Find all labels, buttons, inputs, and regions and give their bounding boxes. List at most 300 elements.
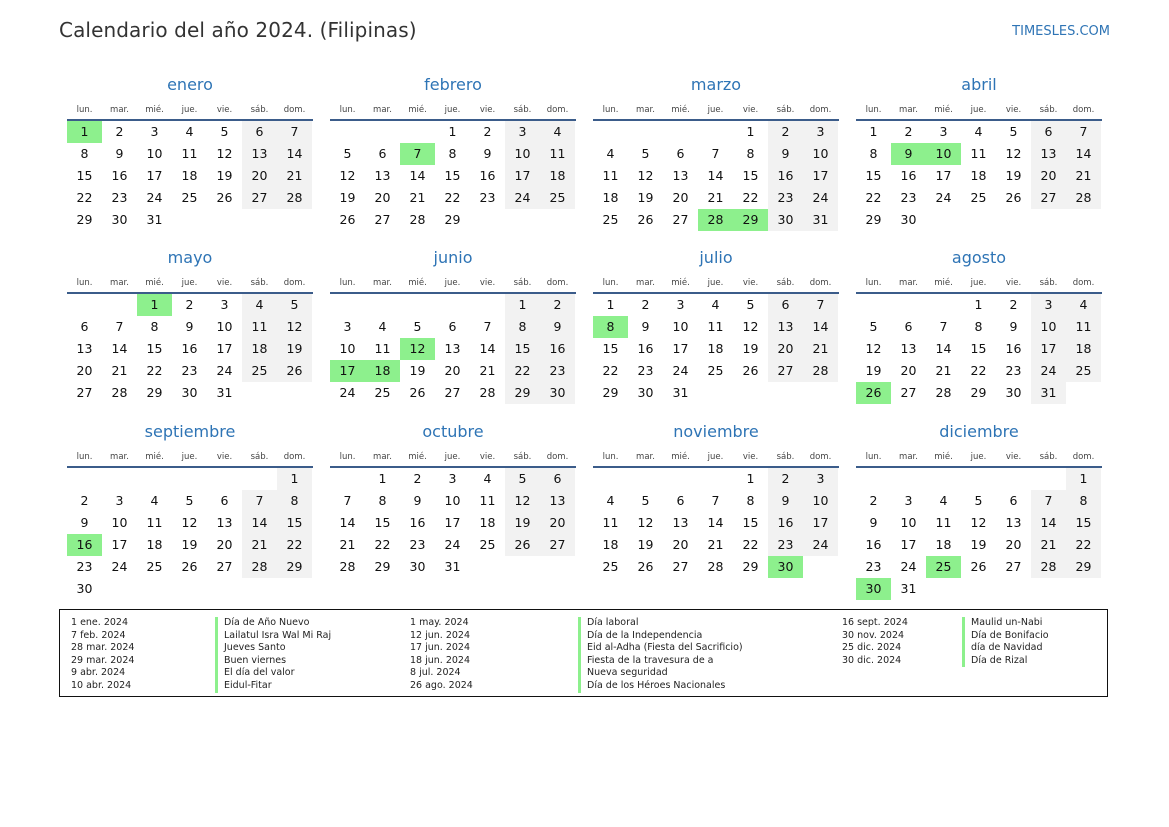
day-cell: 22 (742, 190, 759, 205)
day-cell: 2 (483, 124, 492, 139)
day-cell: 27 (768, 360, 803, 382)
day-cell: 15 (865, 168, 882, 183)
day-cell: 13 (76, 341, 93, 356)
day-cell: 26 (742, 363, 759, 378)
weekday-label: jue. (970, 278, 987, 288)
weekday-label: lun. (339, 105, 356, 115)
day-cell: 16 (540, 338, 575, 360)
day-cell: 7 (242, 490, 277, 512)
weekday-label: mié. (145, 452, 164, 462)
day-cell: 19 (216, 168, 233, 183)
day-cell: 10 (803, 490, 838, 512)
month-name: enero (167, 75, 213, 94)
day-cell: 18 (602, 190, 619, 205)
day-cell: 24 (505, 187, 540, 209)
day-cell: 16 (768, 512, 803, 534)
day-cell: 29 (444, 212, 461, 227)
day-cell: 20 (1031, 165, 1066, 187)
day-cell: 6 (904, 319, 913, 334)
day-cell: 11 (479, 493, 496, 508)
day-cell: 14 (707, 515, 724, 530)
day-cell: 7 (277, 121, 312, 143)
day-cell: 12 (970, 515, 987, 530)
day-cell: 4 (939, 493, 948, 508)
weekday-label: mar. (899, 278, 918, 288)
holiday-name: El día del valor (215, 667, 331, 680)
day-cell: 16 (900, 168, 917, 183)
weekday-header (330, 450, 576, 468)
holiday-day: 28 (698, 209, 733, 231)
day-cell: 2 (641, 297, 650, 312)
day-cell: 1 (606, 297, 615, 312)
day-cell: 4 (1066, 294, 1101, 316)
holiday-date: 12 jun. 2024 (410, 629, 471, 641)
day-cell: 3 (904, 493, 913, 508)
month-noviembre (593, 419, 839, 589)
day-cell: 14 (803, 316, 838, 338)
day-cell: 23 (768, 187, 803, 209)
day-cell: 18 (970, 168, 987, 183)
day-cell: 13 (672, 168, 689, 183)
day-cell: 24 (146, 190, 163, 205)
day-cell: 13 (1031, 143, 1066, 165)
holiday-date: 8 jul. 2024 (410, 667, 461, 679)
weekday-label: mar. (110, 452, 129, 462)
holiday-date: 28 mar. 2024 (71, 642, 135, 654)
weekday-label: lun. (602, 105, 619, 115)
day-cell: 1 (448, 124, 457, 139)
day-cell: 31 (216, 385, 233, 400)
day-cell: 26 (637, 212, 654, 227)
day-cell: 9 (768, 143, 803, 165)
day-cell: 18 (479, 515, 496, 530)
day-cell: 1 (277, 468, 312, 490)
weekday-label: sáb. (1039, 452, 1058, 462)
holiday-date: 25 dic. 2024 (842, 642, 902, 654)
day-cell: 22 (742, 537, 759, 552)
month-septiembre (67, 419, 313, 596)
day-cell: 6 (1031, 121, 1066, 143)
weekday-label: mar. (110, 105, 129, 115)
day-cell: 3 (448, 471, 457, 486)
page-title: Calendario del año 2024. (Filipinas) (59, 18, 417, 42)
day-cell: 10 (339, 341, 356, 356)
month-name: abril (961, 75, 997, 94)
holiday-name: Jueves Santo (215, 642, 331, 655)
day-cell: 9 (641, 319, 650, 334)
day-cell: 20 (672, 190, 689, 205)
holiday-day: 12 (400, 338, 435, 360)
day-cell: 9 (80, 515, 89, 530)
day-cell: 5 (505, 468, 540, 490)
day-cell: 17 (803, 512, 838, 534)
day-cell: 20 (76, 363, 93, 378)
day-cell: 19 (865, 363, 882, 378)
weekday-label: jue. (181, 452, 198, 462)
day-cell: 25 (707, 363, 724, 378)
holiday-date: 26 ago. 2024 (410, 679, 473, 691)
day-cell: 27 (242, 187, 277, 209)
day-cell: 18 (540, 165, 575, 187)
weekday-label: sáb. (776, 105, 795, 115)
day-cell: 24 (672, 363, 689, 378)
weekday-label: jue. (970, 105, 987, 115)
day-cell: 11 (146, 515, 163, 530)
holiday-day: 17 (330, 360, 365, 382)
day-cell: 12 (181, 515, 198, 530)
holiday-name: Eid al-Adha (Fiesta del Sacrificio) (578, 642, 743, 655)
day-cell: 28 (242, 556, 277, 578)
day-cell: 29 (1066, 556, 1101, 578)
day-cell: 1 (378, 471, 387, 486)
day-cell: 16 (865, 537, 882, 552)
day-cell: 23 (540, 360, 575, 382)
day-cell: 30 (1005, 385, 1022, 400)
day-cell: 24 (900, 559, 917, 574)
day-cell: 31 (444, 559, 461, 574)
day-cell: 27 (900, 385, 917, 400)
day-cell: 14 (935, 341, 952, 356)
day-cell: 13 (1005, 515, 1022, 530)
day-cell: 4 (974, 124, 983, 139)
day-cell: 25 (602, 559, 619, 574)
holiday-name: Día de Año Nuevo (215, 617, 331, 630)
day-cell: 5 (974, 493, 983, 508)
day-cell: 11 (602, 168, 619, 183)
weekday-header (593, 276, 839, 294)
day-cell: 16 (637, 341, 654, 356)
day-cell: 23 (111, 190, 128, 205)
day-cell: 22 (146, 363, 163, 378)
day-cell: 7 (1066, 121, 1101, 143)
day-cell: 10 (444, 493, 461, 508)
day-cell: 26 (181, 559, 198, 574)
day-cell: 5 (220, 124, 229, 139)
holiday-name: día de Navidad (962, 642, 1049, 655)
day-cell: 14 (339, 515, 356, 530)
weekday-label: lun. (76, 278, 93, 288)
weekday-label: vie. (479, 452, 496, 462)
weekday-label: jue. (181, 278, 198, 288)
day-cell: 12 (339, 168, 356, 183)
weekday-header (67, 276, 313, 294)
day-cell: 8 (1066, 490, 1101, 512)
weekday-label: dom. (1072, 452, 1095, 462)
day-cell: 19 (409, 363, 426, 378)
day-cell: 12 (1005, 146, 1022, 161)
day-cell: 19 (505, 512, 540, 534)
weekday-header (856, 450, 1102, 468)
weekday-label: mié. (671, 105, 690, 115)
day-cell: 25 (146, 559, 163, 574)
holiday-name: Día de Rizal (962, 655, 1049, 668)
day-cell: 30 (540, 382, 575, 404)
day-cell: 8 (869, 146, 878, 161)
day-cell: 24 (935, 190, 952, 205)
day-cell: 29 (146, 385, 163, 400)
day-cell: 25 (1066, 360, 1101, 382)
weekday-label: sáb. (513, 105, 532, 115)
day-cell: 10 (1031, 316, 1066, 338)
day-cell: 16 (409, 515, 426, 530)
holiday-name: Buen viernes (215, 655, 331, 668)
holiday-date: 30 nov. 2024 (842, 629, 905, 641)
day-cell: 27 (540, 534, 575, 556)
day-cell: 28 (1031, 556, 1066, 578)
day-cell: 18 (602, 537, 619, 552)
day-cell: 29 (742, 559, 759, 574)
holiday-name: Día de los Héroes Nacionales (578, 680, 743, 693)
weekday-label: sáb. (1039, 105, 1058, 115)
day-cell: 20 (540, 512, 575, 534)
day-cell: 8 (378, 493, 387, 508)
day-cell: 15 (76, 168, 93, 183)
holiday-date: 18 jun. 2024 (410, 654, 471, 666)
day-cell: 21 (277, 165, 312, 187)
day-cell: 30 (181, 385, 198, 400)
weekday-label: mié. (408, 105, 427, 115)
day-cell: 14 (277, 143, 312, 165)
day-cell: 23 (865, 559, 882, 574)
month-enero (67, 72, 313, 242)
day-cell: 1 (746, 471, 755, 486)
weekday-label: dom. (283, 105, 306, 115)
day-cell: 5 (869, 319, 878, 334)
day-cell: 12 (637, 168, 654, 183)
holiday-list (59, 609, 1108, 697)
day-cell: 7 (803, 294, 838, 316)
day-cell: 8 (505, 316, 540, 338)
day-cell: 7 (939, 319, 948, 334)
weekday-label: dom. (546, 105, 569, 115)
day-cell: 30 (637, 385, 654, 400)
day-cell: 11 (1066, 316, 1101, 338)
day-cell: 7 (711, 493, 720, 508)
day-cell: 8 (150, 319, 159, 334)
day-cell: 4 (185, 124, 194, 139)
day-cell: 28 (111, 385, 128, 400)
holiday-date: 10 abr. 2024 (71, 679, 132, 691)
day-cell: 6 (378, 146, 387, 161)
day-cell: 25 (540, 187, 575, 209)
weekday-header (330, 276, 576, 294)
day-cell: 30 (111, 212, 128, 227)
day-cell: 23 (637, 363, 654, 378)
day-cell: 13 (540, 490, 575, 512)
day-cell: 11 (970, 146, 987, 161)
day-cell: 18 (181, 168, 198, 183)
day-cell: 27 (216, 559, 233, 574)
day-cell: 18 (146, 537, 163, 552)
day-cell: 26 (1005, 190, 1022, 205)
weekday-label: mar. (899, 452, 918, 462)
weekday-label: mar. (373, 452, 392, 462)
day-cell: 26 (339, 212, 356, 227)
weekday-label: mar. (110, 278, 129, 288)
day-cell: 7 (343, 493, 352, 508)
day-cell: 31 (1031, 382, 1066, 404)
weekday-header (593, 103, 839, 121)
weekday-label: mié. (145, 278, 164, 288)
day-cell: 24 (1031, 360, 1066, 382)
day-cell: 5 (641, 493, 650, 508)
month-marzo (593, 72, 839, 242)
weekday-label: sáb. (776, 452, 795, 462)
weekday-label: lun. (76, 452, 93, 462)
holiday-day: 1 (137, 294, 172, 316)
day-cell: 26 (409, 385, 426, 400)
day-cell: 17 (216, 341, 233, 356)
day-cell: 9 (540, 316, 575, 338)
weekday-label: mar. (636, 278, 655, 288)
day-cell: 24 (216, 363, 233, 378)
day-cell: 25 (181, 190, 198, 205)
day-cell: 9 (413, 493, 422, 508)
weekday-label: lun. (339, 452, 356, 462)
weekday-label: lun. (602, 452, 619, 462)
day-cell: 30 (768, 209, 803, 231)
month-diciembre (856, 419, 1102, 596)
day-cell: 3 (115, 493, 124, 508)
weekday-header (856, 103, 1102, 121)
holiday-dates-column (410, 617, 473, 693)
holiday-date: 1 ene. 2024 (71, 617, 128, 628)
holiday-date: 7 feb. 2024 (71, 629, 126, 641)
day-cell: 10 (803, 143, 838, 165)
day-cell: 20 (374, 190, 391, 205)
holiday-name: Fiesta de la travesura de a (578, 655, 743, 668)
site-link[interactable]: TIMESLES.COM (1012, 24, 1110, 39)
weekday-label: dom. (809, 105, 832, 115)
holiday-name: Nueva seguridad (578, 667, 743, 680)
day-cell: 22 (444, 190, 461, 205)
day-cell: 31 (146, 212, 163, 227)
month-agosto (856, 245, 1102, 415)
day-cell: 15 (146, 341, 163, 356)
day-cell: 4 (483, 471, 492, 486)
weekday-label: lun. (865, 452, 882, 462)
day-cell: 20 (672, 537, 689, 552)
day-cell: 2 (115, 124, 124, 139)
day-cell: 14 (111, 341, 128, 356)
day-cell: 22 (970, 363, 987, 378)
day-cell: 25 (374, 385, 391, 400)
day-cell: 6 (448, 319, 457, 334)
weekday-label: lun. (865, 105, 882, 115)
day-cell: 21 (803, 338, 838, 360)
month-name: agosto (951, 248, 1007, 267)
day-cell: 28 (277, 187, 312, 209)
holiday-date: 1 may. 2024 (410, 617, 469, 628)
holiday-date: 9 abr. 2024 (71, 667, 126, 679)
weekday-label: jue. (444, 105, 461, 115)
day-cell: 23 (1005, 363, 1022, 378)
weekday-header (593, 450, 839, 468)
day-cell: 4 (606, 493, 615, 508)
day-cell: 22 (277, 534, 312, 556)
day-cell: 5 (1009, 124, 1018, 139)
holiday-day: 1 (67, 121, 102, 143)
day-cell: 10 (111, 515, 128, 530)
day-cell: 18 (242, 338, 277, 360)
month-octubre (330, 419, 576, 589)
weekday-label: mar. (636, 105, 655, 115)
day-cell: 17 (505, 165, 540, 187)
day-cell: 3 (939, 124, 948, 139)
day-cell: 10 (216, 319, 233, 334)
day-cell: 21 (479, 363, 496, 378)
month-name: marzo (690, 75, 742, 94)
day-cell: 2 (904, 124, 913, 139)
weekday-label: sáb. (776, 278, 795, 288)
weekday-label: mar. (636, 452, 655, 462)
day-cell: 11 (181, 146, 198, 161)
weekday-label: sáb. (513, 278, 532, 288)
holiday-day: 8 (593, 316, 628, 338)
holiday-name: Lailatul Isra Wal Mi Raj (215, 630, 331, 643)
day-cell: 27 (76, 385, 93, 400)
day-cell: 22 (76, 190, 93, 205)
weekday-header (67, 103, 313, 121)
holiday-names-column (215, 617, 331, 693)
day-cell: 20 (768, 338, 803, 360)
day-cell: 22 (505, 360, 540, 382)
weekday-header (856, 276, 1102, 294)
weekday-label: sáb. (250, 105, 269, 115)
day-cell: 4 (378, 319, 387, 334)
day-cell: 28 (479, 385, 496, 400)
weekday-label: jue. (707, 452, 724, 462)
day-cell: 5 (185, 493, 194, 508)
weekday-label: jue. (707, 278, 724, 288)
month-abril (856, 72, 1102, 242)
day-cell: 2 (80, 493, 89, 508)
day-cell: 15 (742, 515, 759, 530)
weekday-label: mar. (899, 105, 918, 115)
day-cell: 14 (1066, 143, 1101, 165)
day-cell: 19 (637, 190, 654, 205)
weekday-label: dom. (546, 278, 569, 288)
month-julio (593, 245, 839, 415)
day-cell: 28 (935, 385, 952, 400)
weekday-label: mié. (934, 278, 953, 288)
month-name: junio (433, 248, 473, 267)
day-cell: 13 (444, 341, 461, 356)
day-cell: 24 (803, 534, 838, 556)
day-cell: 26 (637, 559, 654, 574)
day-cell: 21 (707, 537, 724, 552)
day-cell: 11 (935, 515, 952, 530)
weekday-label: dom. (809, 278, 832, 288)
day-cell: 12 (505, 490, 540, 512)
day-cell: 1 (505, 294, 540, 316)
weekday-label: mié. (671, 278, 690, 288)
day-cell: 3 (220, 297, 229, 312)
day-cell: 21 (707, 190, 724, 205)
day-cell: 26 (505, 534, 540, 556)
weekday-label: jue. (707, 105, 724, 115)
day-cell: 19 (339, 190, 356, 205)
day-cell: 30 (409, 559, 426, 574)
day-cell: 6 (220, 493, 229, 508)
day-cell: 30 (76, 581, 93, 596)
holiday-name: Eidul-Fitar (215, 680, 331, 693)
day-cell: 11 (374, 341, 391, 356)
day-cell: 11 (707, 319, 724, 334)
day-cell: 21 (409, 190, 426, 205)
day-cell: 5 (277, 294, 312, 316)
day-cell: 12 (277, 316, 312, 338)
